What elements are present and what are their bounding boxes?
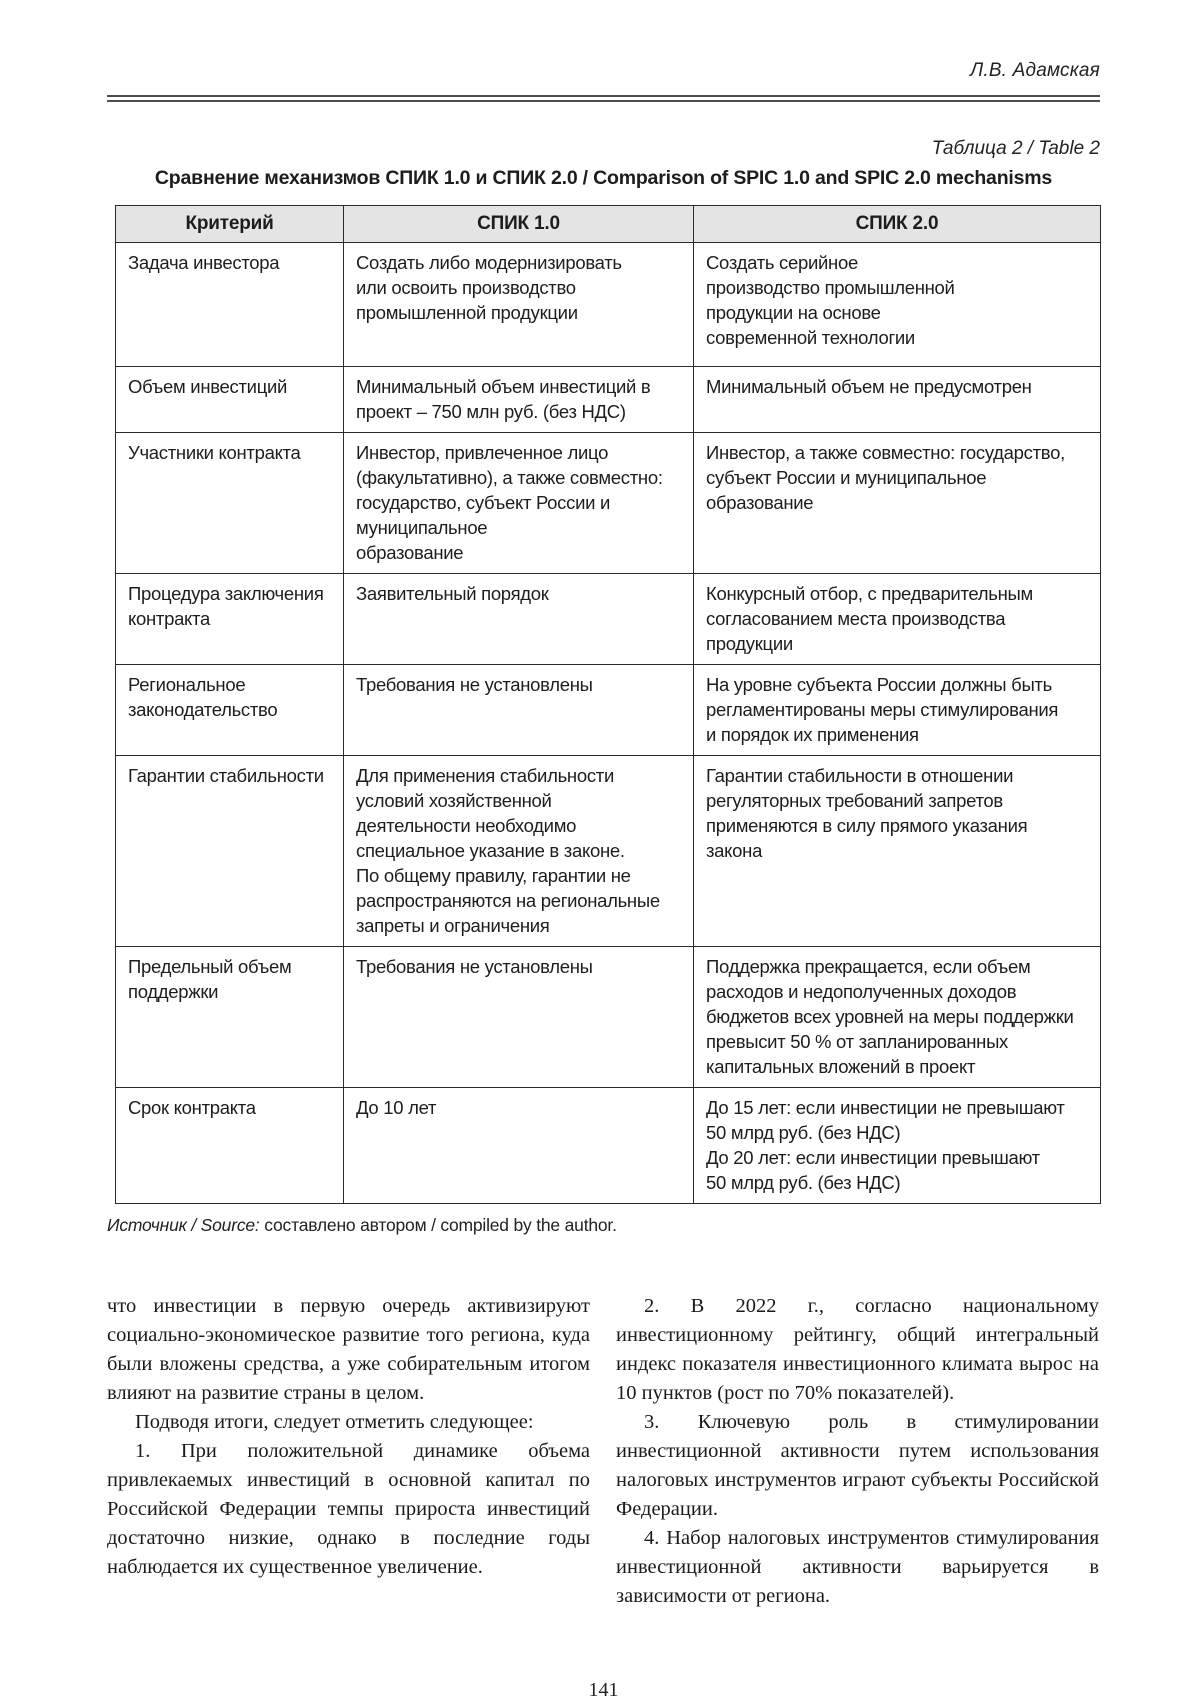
body-text-columns [107,1292,1100,1611]
table-title: Сравнение механизмов СПИК 1.0 и СПИК 2.0 / Comparison of SPIC 1.0 and SPIC 2.0 mechanisms [154,167,1053,189]
cell-spic20: Минимальный объем не предусмотрен [694,367,1101,433]
source-label: Источник / Source: [107,1215,260,1235]
table-row [116,433,1101,574]
source-text: составлено автором / compiled by the author. [259,1215,617,1235]
paragraph: что инвестиции в первую очередь активизируют социально-экономическое развитие того региона, куда были вложены средства, а уже собирательным итогом влияют на развитие страны в целом. [107,1295,590,1404]
header-cell-spic10: СПИК 1.0 [344,206,694,243]
cell-spic10: Требования не установлены [344,947,694,1088]
paragraph: 3. Ключевую роль в стимулировании инвестиционной активности путем использования налоговых инструментов играют субъекты Российской Федерации. [616,1411,1099,1520]
cell-criterion: Процедура заключения контракта [116,574,344,665]
cell-spic20: Инвестор, а также совместно: государство, субъект России и муниципальное образование [694,433,1101,574]
cell-criterion: Предельный объем поддержки [116,947,344,1088]
cell-spic20: Создать серийное производство промышленной продукции на основе современной технологии [694,243,1101,367]
table-row [116,1088,1101,1204]
cell-criterion: Региональное законодательство [116,665,344,756]
cell-criterion: Участники контракта [116,433,344,574]
cell-criterion: Задача инвестора [116,243,344,367]
cell-spic10: Заявительный порядок [344,574,694,665]
paragraph: 1. При положительной динамике объема привлекаемых инвестиций в основной капитал по Российской Федерации темпы прироста инвестиций достаточно низкие, однако в последние годы наблюдается их существенное увеличение. [107,1440,590,1578]
cell-spic10: До 10 лет [344,1088,694,1204]
page-number: 141 [588,1679,619,1701]
table-row [116,947,1101,1088]
cell-spic20: Поддержка прекращается, если объем расходов и недополученных доходов бюджетов всех уровней на меры поддержки превысит 50 % от запланированных капитальных вложений в проект [694,947,1101,1088]
body-column-left [107,1292,590,1611]
cell-criterion: Объем инвестиций [116,367,344,433]
cell-criterion: Гарантии стабильности [116,756,344,947]
cell-spic10: Требования не установлены [344,665,694,756]
cell-spic10: Инвестор, привлеченное лицо (факультативно), а также совместно: государство, субъект России и муниципальное образование [344,433,694,574]
header-cell-criterion: Критерий [116,206,344,243]
cell-spic20: Гарантии стабильности в отношении регуляторных требований запретов применяются в силу прямого указания закона [694,756,1101,947]
cell-spic10: Для применения стабильности условий хозяйственной деятельности необходимо специальное указание в законе. По общему правилу, гарантии не распространяются на региональные запреты и ограничения [344,756,694,947]
table-caption: Таблица 2 / Table 2 [931,138,1100,159]
cell-spic20: До 15 лет: если инвестиции не превышают 50 млрд руб. (без НДС) До 20 лет: если инвестиции превышают 50 млрд руб. (без НДС) [694,1088,1101,1204]
cell-criterion: Срок контракта [116,1088,344,1204]
table-row [116,756,1101,947]
table-row [116,243,1101,367]
author-name: Л.В. Адамская [970,60,1100,81]
paragraph: 4. Набор налоговых инструментов стимулирования инвестиционной активности варьируется в зависимости от региона. [616,1527,1099,1607]
header-cell-spic20: СПИК 2.0 [694,206,1101,243]
table-header-row [116,206,1101,243]
comparison-table [115,205,1101,1204]
cell-spic20: На уровне субъекта России должны быть регламентированы меры стимулирования и порядок их применения [694,665,1101,756]
body-column-right [616,1292,1099,1611]
table-source-note [107,1215,1100,1236]
table-row [116,665,1101,756]
cell-spic10: Создать либо модернизировать или освоить производство промышленной продукции [344,243,694,367]
table-row [116,574,1101,665]
cell-spic20: Конкурсный отбор, с предварительным согласованием места производства продукции [694,574,1101,665]
table-row [116,367,1101,433]
cell-spic10: Минимальный объем инвестиций в проект – 750 млн руб. (без НДС) [344,367,694,433]
paragraph: Подводя итоги, следует отметить следующее: [135,1411,534,1433]
paragraph: 2. В 2022 г., согласно национальному инвестиционному рейтингу, общий интегральный индекс показателя инвестиционного климата вырос на 10 пунктов (рост по 70% показателей). [616,1295,1099,1404]
header-divider-rule [107,95,1100,102]
